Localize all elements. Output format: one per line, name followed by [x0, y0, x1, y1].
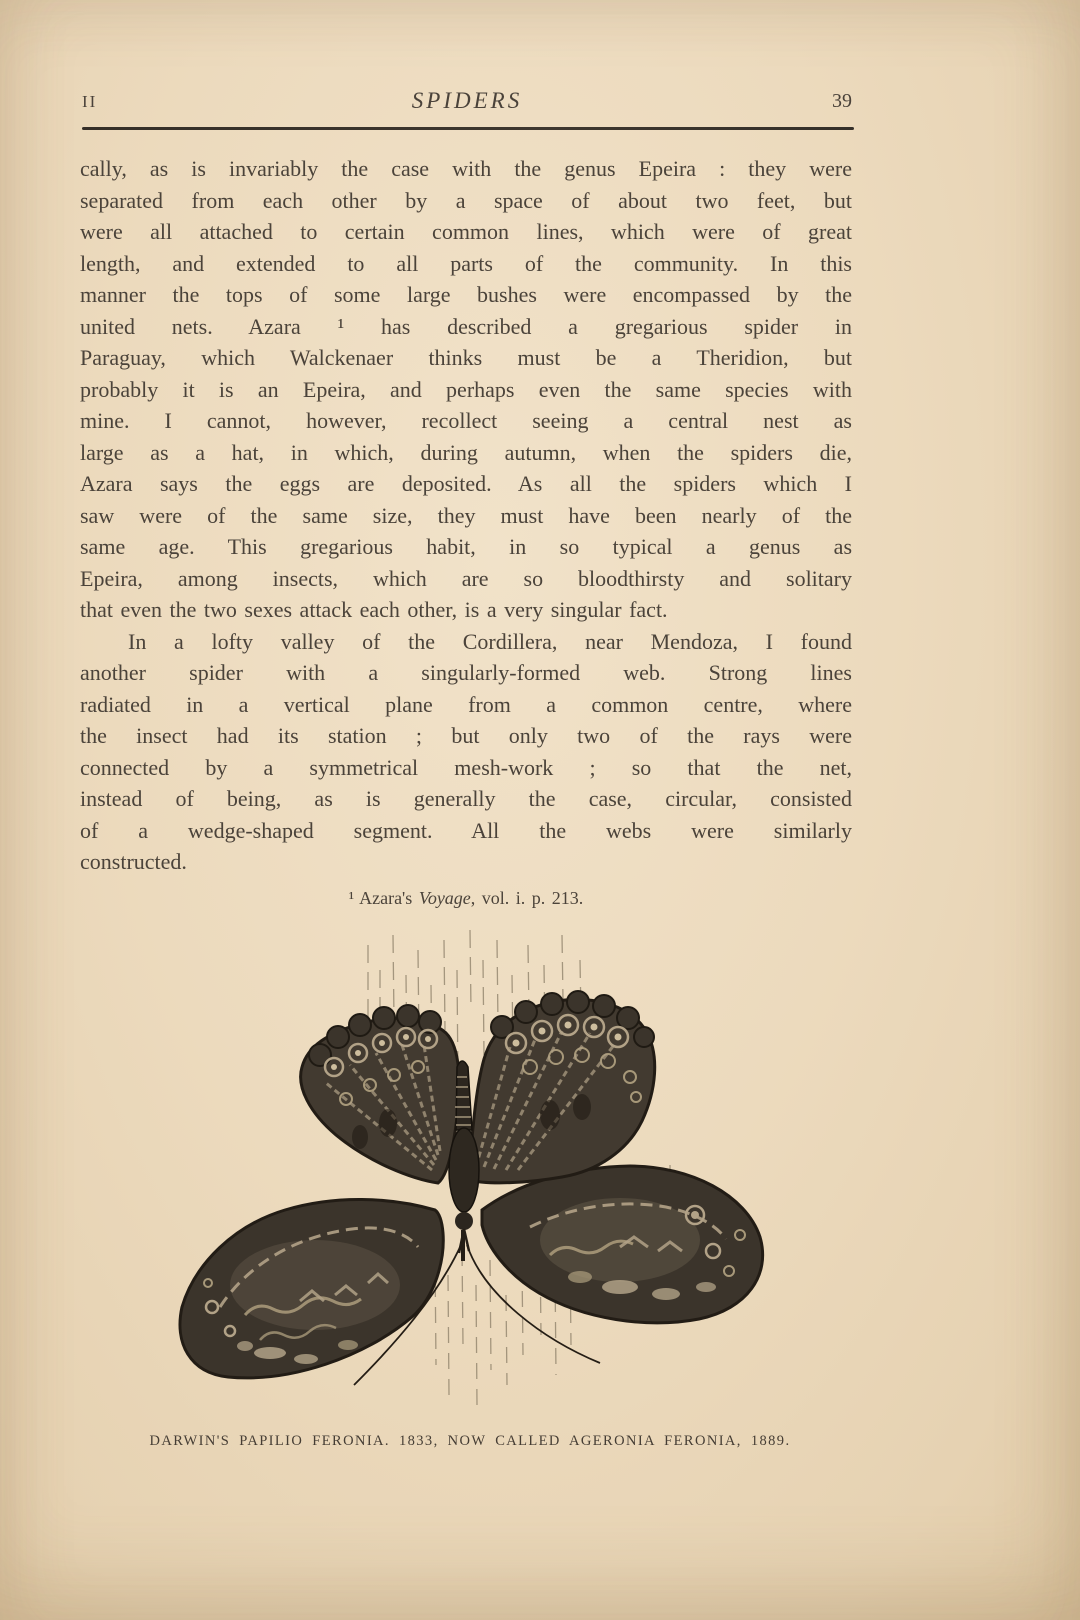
- text-line: In a lofty valley of the Cordillera, near Mendoza, I found: [128, 628, 852, 654]
- text-line: that even the two sexes attack each other, is a very singular fact.: [80, 597, 668, 622]
- text-line: the insect had its station ; but only two of the rays were: [80, 723, 852, 748]
- text-line: another spider with a singularly-formed web. Strong lines: [80, 660, 852, 685]
- text-line: radiated in a vertical plane from a common centre, where: [80, 691, 852, 717]
- text-line: constructed.: [80, 849, 187, 874]
- text-line: manner the tops of some large bushes were encompassed by the: [80, 282, 852, 307]
- right-hindwing: [482, 1166, 763, 1323]
- figure-caption: DARWIN'S PAPILIO FERONIA. 1833, NOW CALLED AGERONIA FERONIA, 1889.: [149, 1433, 791, 1449]
- footnote-text: , vol. i. p. 213.: [470, 888, 584, 908]
- text-line: united nets. Azara ¹ has described a gregarious spider in: [80, 313, 852, 339]
- text-line: Azara says the eggs are deposited. As all the spiders which I: [80, 471, 852, 496]
- butterfly-figure: [150, 915, 790, 1415]
- text-line: cally, as is invariably the case with the genus Epeira : they were: [80, 156, 852, 181]
- body-text: [80, 153, 852, 878]
- text-line: instead of being, as is generally the case, circular, consisted: [80, 786, 852, 811]
- text-line: Epeira, among insects, which are so bloodthirsty and solitary: [80, 565, 852, 591]
- running-header: [82, 88, 852, 118]
- running-title: SPIDERS: [411, 88, 523, 113]
- text-line: connected by a symmetrical mesh-work ; so that the net,: [80, 754, 852, 780]
- footnote-marker: ¹: [348, 888, 355, 908]
- text-line: saw were of the same size, they must have been nearly of the: [80, 502, 852, 528]
- footnote: [80, 888, 852, 909]
- text-line: mine. I cannot, however, recollect seeing a central nest as: [80, 408, 852, 433]
- right-forewing: [468, 991, 655, 1183]
- text-line: same age. This gregarious habit, in so typical a genus as: [80, 534, 852, 559]
- page-number: 39: [832, 90, 852, 112]
- footnote-text: Azara's: [359, 888, 419, 908]
- text-line: were all attached to certain common lines, which were of great: [80, 219, 852, 244]
- text-line: Paraguay, which Walckenaer thinks must be a Theridion, but: [80, 345, 852, 370]
- text-line: of a wedge-shaped segment. All the webs were similarly: [80, 817, 852, 843]
- text-line: large as a hat, in which, during autumn, when the spiders die,: [80, 439, 852, 465]
- paragraph-2: [80, 626, 852, 878]
- left-hindwing: [180, 1199, 443, 1377]
- butterfly-engraving-icon: [150, 915, 790, 1415]
- paragraph-continuation: [80, 153, 852, 626]
- text-line: length, and extended to all parts of the community. In this: [80, 250, 852, 276]
- text-line: separated from each other by a space of about two feet, but: [80, 187, 852, 213]
- chapter-number: II: [82, 92, 98, 111]
- left-forewing: [301, 1005, 460, 1183]
- header-rule: [82, 127, 854, 130]
- text-line: probably it is an Epeira, and perhaps even the same species with: [80, 376, 852, 402]
- footnote-italic-title: Voyage: [418, 888, 471, 908]
